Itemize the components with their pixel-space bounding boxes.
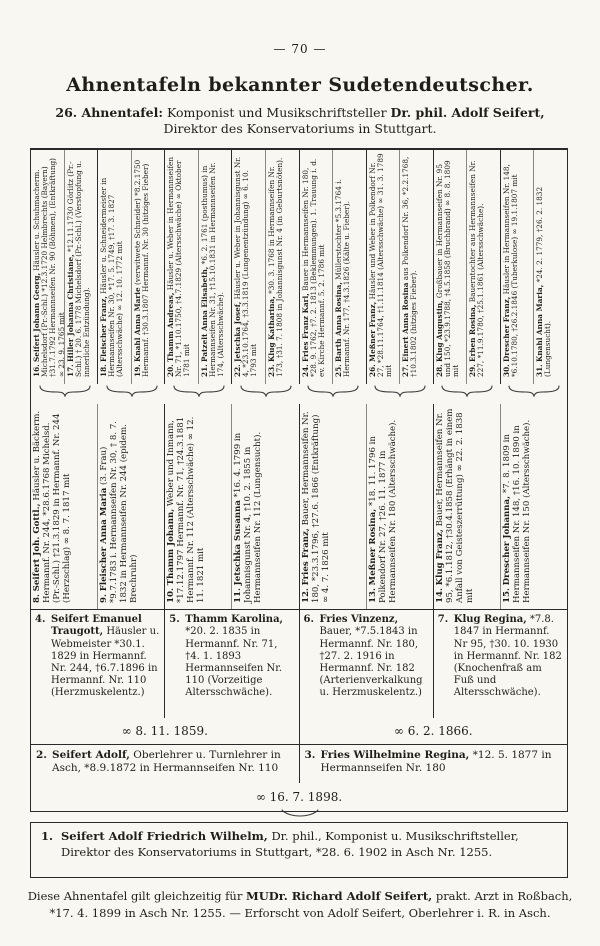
- entry-number: 19.: [132, 364, 142, 377]
- subtitle-label: 26. Ahnentafel:: [55, 105, 163, 120]
- ancestor-entry-17: [64, 150, 98, 384]
- footer-researcher: Erforscht von Adolf Seifert, Oberlehrer i. R. in Asch.: [244, 906, 551, 921]
- subtitle-text: Komponist und Musikschriftsteller: [163, 105, 391, 120]
- entry-name: Fleischer Franz,: [99, 296, 109, 362]
- ancestor-entry-18: [98, 150, 131, 384]
- entry-details: Häusler und Weber in Polkendorf Nr. 27, *28.11.1764, †1.11.1814 (Altersschwäche) ∞ 31. 3. 1789 mit: [367, 153, 393, 377]
- ancestor-entry-14: [434, 404, 500, 610]
- entry-name: Thamm Andreas,: [166, 292, 176, 362]
- entry-name: Jetschka Susanna: [233, 499, 244, 585]
- ancestor-entry-3: [299, 745, 568, 783]
- pair-brace-icon: [232, 384, 299, 397]
- entry-name: Jetschka Josef,: [233, 301, 243, 362]
- entry-name: Klug Katharina,: [266, 296, 276, 362]
- ancestor-pair-28-29: [433, 150, 500, 384]
- ancestor-entry-29: [466, 150, 500, 384]
- entry-name: Fries Wilhelmine Regina,: [320, 749, 470, 762]
- ancestor-entry-27: [399, 150, 433, 384]
- entry-name: Klug Augustin,: [434, 300, 444, 362]
- ancestor-pair-24-25: [299, 150, 366, 384]
- ancestor-pair-26-27: [366, 150, 433, 384]
- ancestor-table: [30, 148, 568, 812]
- entry-name: Fries Franz,: [300, 527, 311, 585]
- ancestor-entry-5: [164, 610, 298, 718]
- entry-details: Bauerntochter aus Hermannseifen Nr. 227, *11.9.1780, †25.1.1861 (Altersschwäche).: [468, 160, 486, 377]
- page-number: — 70 —: [273, 42, 327, 56]
- ancestor-entry-13: [366, 404, 433, 610]
- entry-number: 2.: [36, 749, 47, 762]
- entry-number: 1.: [41, 829, 54, 843]
- ancestor-entry-20: [165, 150, 198, 384]
- entry-details: Häusler u. Weber in Johannisgunst Nr. 4, *23.10.1764, †3.3.1819 (Lungenentzündung) ∞ 6. 10. 1793 mit: [233, 156, 259, 377]
- entry-number: 13.: [367, 587, 378, 603]
- ancestor-entry-24: [300, 150, 333, 384]
- ancestor-entry-30: [501, 150, 534, 384]
- entry-number: 5.: [169, 614, 180, 626]
- entry-name: Einert Anna Rosina: [401, 282, 411, 362]
- ancestor-entry-11: [231, 404, 298, 610]
- ancestor-entry-16: [31, 150, 64, 384]
- brace-row: [31, 384, 567, 404]
- entry-number: 10.: [166, 587, 177, 603]
- subtitle-line2: Direktor des Konservatoriums in Stuttgart.: [163, 121, 437, 137]
- table-subtitle: [0, 105, 600, 138]
- entry-details: Bauer, *7.5.1843 in Hermannf. Nr. 180, †27. 2. 1916 in Hermannf. Nr. 182 (Arterienverkalkung u. Herzmuskelentz.): [319, 626, 423, 699]
- entry-name: Barth Anna Rosina,: [334, 282, 344, 362]
- entry-name: Klug Regina,: [453, 614, 527, 626]
- entry-details: *12.11.1730 Görlitz (Pr.-Schl.) † 20. 6. 1778 Michelsdorf (Pr.-Schl.) (Verstopfung u. innerliche Entzündung).: [65, 160, 91, 377]
- entry-number: 26.: [367, 364, 377, 377]
- entry-name: Hiller Johanna Christiane,: [65, 254, 75, 362]
- proband-box: [30, 822, 568, 878]
- entry-details: *30. 3. 1768 in Hermannseifen Nr. 173, †31. 7. 1808 in Johannisgunst Nr. 4 (in Geburtsnöten).: [266, 157, 285, 377]
- entry-name: Knahl Anna Marie: [132, 287, 142, 362]
- entry-number: 14.: [434, 587, 445, 603]
- entry-name: Seifert Adolf Friedrich Wilhelm,: [61, 829, 268, 843]
- entry-name: Fries Franz Karl,: [300, 293, 310, 362]
- generation-row-8-15: [31, 404, 567, 610]
- entry-details: Oberlehrer u. Turnlehrer in Asch, *8.9.1872 in Hermannseifen Nr. 110: [52, 749, 281, 775]
- ancestor-pair-22-23: [231, 150, 298, 384]
- entry-details: Häusler u. Weber in Hermannseifen Nr. 71, *1.10.1750, †4.7.1829 (Altersschwäche) ∞ Oktober 1781 mit: [166, 156, 192, 377]
- entry-details: *7. 8. 1809 in Hermannseifen Nr. 148, †16. 10. 1890 in Hermannseifen Nr. 150 (Altersschwäche).: [501, 419, 532, 603]
- ancestor-entry-8: [31, 404, 97, 610]
- entry-name: Erben Rosina,: [468, 304, 478, 362]
- entry-name: Seifert Joh. Gottl.,: [32, 503, 42, 591]
- footer-birth: *17. 4. 1899 in Asch Nr. 1255.: [49, 906, 226, 921]
- footer-prefix: Diese Ahnentafel gilt gleichzeitig für: [27, 889, 246, 903]
- ancestor-entry-25: [332, 150, 366, 384]
- entry-name: Thamm Karolina,: [185, 614, 284, 626]
- entry-name: Seifert Emanuel Traugott,: [51, 614, 142, 638]
- marriage-date-2-3: ∞ 16. 7. 1898.: [255, 790, 343, 805]
- entry-details: Bauer, Hermannseifen Nr. 95, *6.1.1812, †30.4.1858 (Erhängt in einem Anfall von Geisteszerrüttung) ∞ 22. 2. 1838 mit: [434, 408, 475, 603]
- entry-name: Meßner Franz,: [367, 301, 377, 362]
- entry-number: 18.: [99, 364, 109, 377]
- entry-details: (3. Frau) *9.7.1783 i. Hermannseifen Nr. 30, † 8. 7. 1832 in Hermannseifen Nr. 244 (epidem. Brechruhr): [99, 420, 140, 603]
- entry-details: Häusler u. Schneidermeister in Hermannseifen Nr. 30, *17. 5. 1749, †17. 3. 1827 (Altersschwäche) ∞ 12. 10. 1772 mit: [99, 177, 125, 377]
- entry-number: 9.: [99, 593, 110, 603]
- entry-number: 27.: [401, 364, 411, 377]
- entry-number: 28.: [434, 364, 444, 377]
- pair-brace-icon: [366, 384, 433, 397]
- entry-name: Klug Franz,: [434, 528, 445, 585]
- ancestor-entry-2: [31, 745, 299, 783]
- entry-number: 20.: [166, 364, 176, 377]
- entry-number: 15.: [501, 587, 512, 603]
- entry-number: 7.: [437, 614, 449, 626]
- generation-row-4-7: [31, 609, 567, 744]
- ancestor-pair-30-31: [500, 150, 567, 384]
- entry-number: 31.: [535, 364, 545, 377]
- page-title: Ahnentafeln bekannter Sudetendeutscher.: [66, 74, 534, 96]
- entry-details: Häusler u. Bäckerm. Hermannf. Nr. 244, *28.6.1768 Michelsd. (Pr.-Schl.) †21.3.1829 in Hermannf. Nr. 244 (Herzschlag) ∞ 8. 7. 1817 mit: [32, 410, 72, 603]
- entry-details: Müllerstochter *5.3.1764 i. Hermannf. Nr. 177, †4.3.1826 (Kälte u. Fieber).: [334, 179, 352, 377]
- entry-details: Weber und Inmann, *17.12.1797 Hermannf. Nr. 71, †24.3.1881 Hermannf. Nr. 112 (Altersschwäche) ∞ 12. 11. 1821 mit: [166, 416, 207, 603]
- entry-details: *7.8. 1847 in Hermannf. Nr 95, †30. 10. 1930 in Hermannf. Nr. 182 (Knochenfraß am Fuß und Altersschwäche).: [453, 614, 562, 699]
- entry-number: 11.: [233, 587, 244, 603]
- entry-details: (verwitwete Schneider) *8.2.1750 Hermannf. †30.3.1807 Hermannf. Nr. 30 (hitziges Fieber): [132, 159, 150, 377]
- ancestor-entry-6: [299, 610, 433, 718]
- entry-number: 12.: [300, 587, 311, 603]
- ancestor-entry-10: [165, 404, 231, 610]
- ancestor-pair-18-19: [97, 150, 164, 384]
- ancestor-entry-4: [31, 610, 164, 718]
- entry-details: *20. 2. 1835 in Hermannf. Nr. 71, †4. 1. 1893 Hermannseifen Nr. 110 (Vorzeitige Altersschwäche).: [185, 626, 283, 699]
- ancestor-entry-21: [198, 150, 232, 384]
- ancestor-entry-28: [434, 150, 467, 384]
- entry-details: Dr. phil., Komponist u. Musikschriftsteller, Direktor des Konservatoriums in Stuttgart, *28. 6. 1902 in Asch Nr. 1255.: [61, 829, 519, 859]
- footer-note: [12, 888, 588, 923]
- entry-number: 30.: [501, 364, 511, 377]
- entry-name: Thamm Johann,: [166, 508, 177, 585]
- entry-details: *24. 2. 1779, †26. 2. 1832 (Lungensucht).: [535, 186, 553, 377]
- entry-number: 23.: [266, 364, 276, 377]
- ancestor-entry-9: [97, 404, 164, 610]
- footer-suffix: prakt. Arzt in Roßbach,: [432, 889, 573, 903]
- entry-number: 25.: [334, 364, 344, 377]
- generation-row-2-3: [31, 744, 567, 811]
- entry-name: Drescher Franz,: [501, 296, 511, 362]
- footer-name: MUDr. Richard Adolf Seifert,: [246, 889, 433, 903]
- entry-details: Häusler u. Schuhmacherm. Michelsdorf (Pr.-Schl.) *12.3.1720 Helmbrechts (Bayern) †31.7.1792 Hermannseifen Nr. 90 (Böhmen), (Entkräftung) ∞ 23. 9. 1765 mit: [32, 157, 66, 377]
- ancestor-entry-7: [433, 610, 567, 718]
- entry-details: *12. 5. 1877 in Hermannseifen Nr. 180: [320, 749, 552, 775]
- entry-name: Knahl Anna Maria,: [535, 284, 545, 362]
- footer-dash: —: [225, 906, 245, 921]
- entry-details: Häusler in Hermannseifen Nr. 148, *6.10.1780, †26.2.1846 (Tuberkulose) ∞ 19.1.1807 mit: [501, 164, 520, 377]
- ancestor-entry-15: [500, 404, 567, 610]
- entry-details: Großbauer in Hermannseifen Nr. 95 und 150, *23.9.1788, †4.5.1858 (Bruchbrand) ∞ 8. 8. 1809 mit: [434, 160, 461, 377]
- entry-name: Drescher Johanna,: [501, 495, 512, 585]
- marriage-date-6-7: ∞ 6. 2. 1866.: [299, 718, 568, 744]
- pair-brace-icon: [500, 384, 567, 397]
- ancestor-entry-26: [367, 150, 400, 384]
- entry-number: 16.: [32, 364, 41, 377]
- entry-details: *18. 11. 1796 in Polkendorf Nr. 27, †26. 11. 1877 in Hermannseifen Nr. 180 (Altersschwäche).: [367, 419, 398, 603]
- entry-number: 22.: [233, 364, 243, 377]
- entry-name: Meßner Rosina,: [367, 508, 378, 585]
- ancestor-entry-19: [131, 150, 165, 384]
- generation-row-16-31: [31, 150, 567, 384]
- ancestor-pair-20-21: [164, 150, 231, 384]
- entry-number: 6.: [303, 614, 314, 626]
- entry-name: Fries Vinzenz,: [319, 614, 399, 626]
- pair-brace-icon: [31, 384, 98, 397]
- ancestor-pair-10-11: [164, 404, 298, 610]
- entry-number: 24.: [300, 364, 310, 377]
- ancestor-pair-8-9: [31, 404, 164, 610]
- pair-brace-icon: [433, 384, 500, 397]
- connector-brace-icon: [281, 806, 319, 818]
- entry-name: Patzelt Anna Elisabeth,: [199, 266, 209, 362]
- pair-brace-icon: [98, 384, 165, 397]
- entry-name: Fleischer Anna Maria: [99, 487, 110, 591]
- marriage-date-4-5: ∞ 8. 11. 1859.: [121, 724, 208, 739]
- ancestor-pair-14-15: [433, 404, 567, 610]
- entry-details: aus Polkendorf Nr. 36, *2.2.1768, †10.3.1802 (hitziges Fieber).: [401, 156, 419, 377]
- entry-number: 8.: [32, 593, 42, 603]
- entry-number: 29.: [468, 364, 478, 377]
- entry-name: Seifert Adolf,: [52, 749, 130, 762]
- pair-brace-icon: [299, 384, 366, 397]
- entry-details: *6. 2. 1761 (posthumus) in Hermannseifen Nr. 31, †15.10.1831 in Hermannseifen Nr. 174, (Altersschwäche).: [199, 162, 226, 377]
- ancestor-entry-31: [533, 150, 567, 384]
- entry-number: 4.: [35, 614, 46, 626]
- pair-brace-icon: [165, 384, 232, 397]
- entry-number: 3.: [304, 749, 316, 762]
- subtitle-name: Dr. phil. Adolf Seifert,: [390, 105, 545, 120]
- ancestor-pair-16-17: [31, 150, 97, 384]
- ancestor-entry-23: [265, 150, 299, 384]
- entry-number: 21.: [199, 364, 209, 377]
- entry-details: Häusler u. Webmeister *30.1. 1829 in Hermannf. Nr. 244, †6.7.1896 in Hermannf. Nr. 110 (Herzmuskelentz.): [51, 626, 160, 699]
- ancestor-entry-12: [300, 404, 366, 610]
- entry-details: *16. 4. 1799 in Johannisgunst Nr. 4, †10. 2. 1855 in Hermannseifen Nr. 112 (Lungensucht).: [233, 431, 264, 603]
- entry-details: Bauer in Hermannseifen Nr. 180, *28. 9. 1762, †7. 2. 1813 (Beklemmungen). 1. Trauung i. d. ev. Kirche Hermannf. 5. 2. 1786 mit: [300, 158, 326, 377]
- ancestor-pair-12-13: [299, 404, 433, 610]
- ancestor-entry-22: [232, 150, 265, 384]
- entry-details: Bauer, Hermannseifen Nr. 180, *23.3.1796, †27.6. 1866 (Entkräftung) ∞ 4. 7. 1826 mit: [300, 411, 331, 603]
- entry-name: Seifert Johann Georg,: [32, 273, 41, 362]
- entry-number: 17.: [65, 364, 75, 377]
